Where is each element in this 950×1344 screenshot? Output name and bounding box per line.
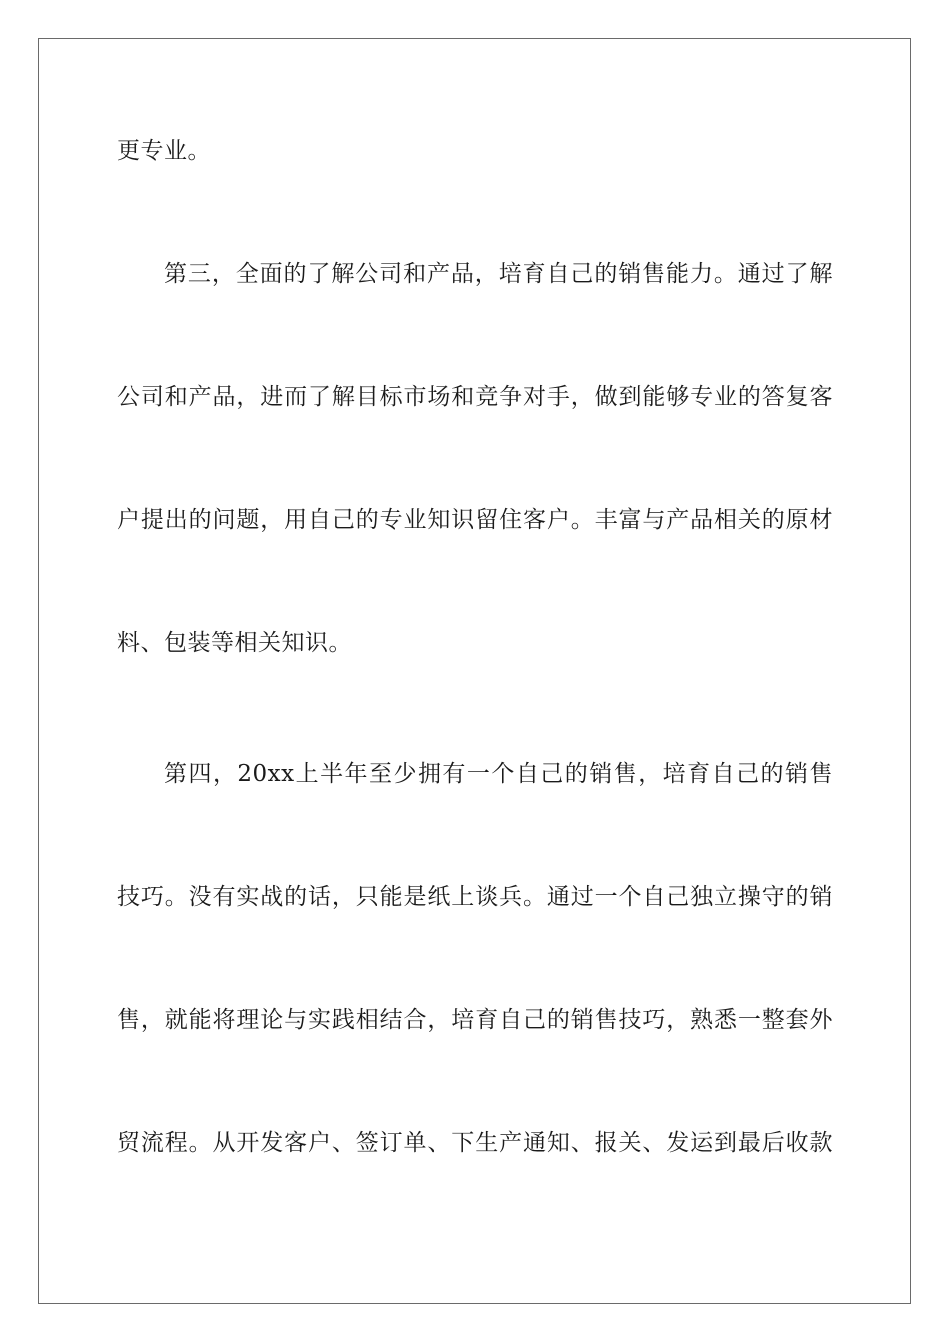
text-line: 贸流程。从开发客户、签订单、下生产通知、报关、发运到最后收款 — [117, 1130, 833, 1156]
text-line: 技巧。没有实战的话，只能是纸上谈兵。通过一个自己独立操守的销 — [117, 884, 833, 910]
text-line: 售，就能将理论与实践相结合，培育自己的销售技巧，熟悉一整套外 — [117, 1007, 833, 1033]
paragraph-start-line: 第三，全面的了解公司和产品，培育自己的销售能力。通过了解 — [164, 261, 833, 287]
text-line: 更专业。 — [117, 138, 211, 164]
text-line: 户提出的问题，用自己的专业知识留住客户。丰富与产品相关的原材 — [117, 507, 833, 533]
page-border — [38, 38, 911, 1304]
paragraph-start-line: 第四，20xx上半年至少拥有一个自己的销售，培育自己的销售 — [164, 761, 833, 787]
text-line: 料、包装等相关知识。 — [117, 630, 352, 656]
text-line: 公司和产品，进而了解目标市场和竞争对手，做到能够专业的答复客 — [117, 384, 833, 410]
